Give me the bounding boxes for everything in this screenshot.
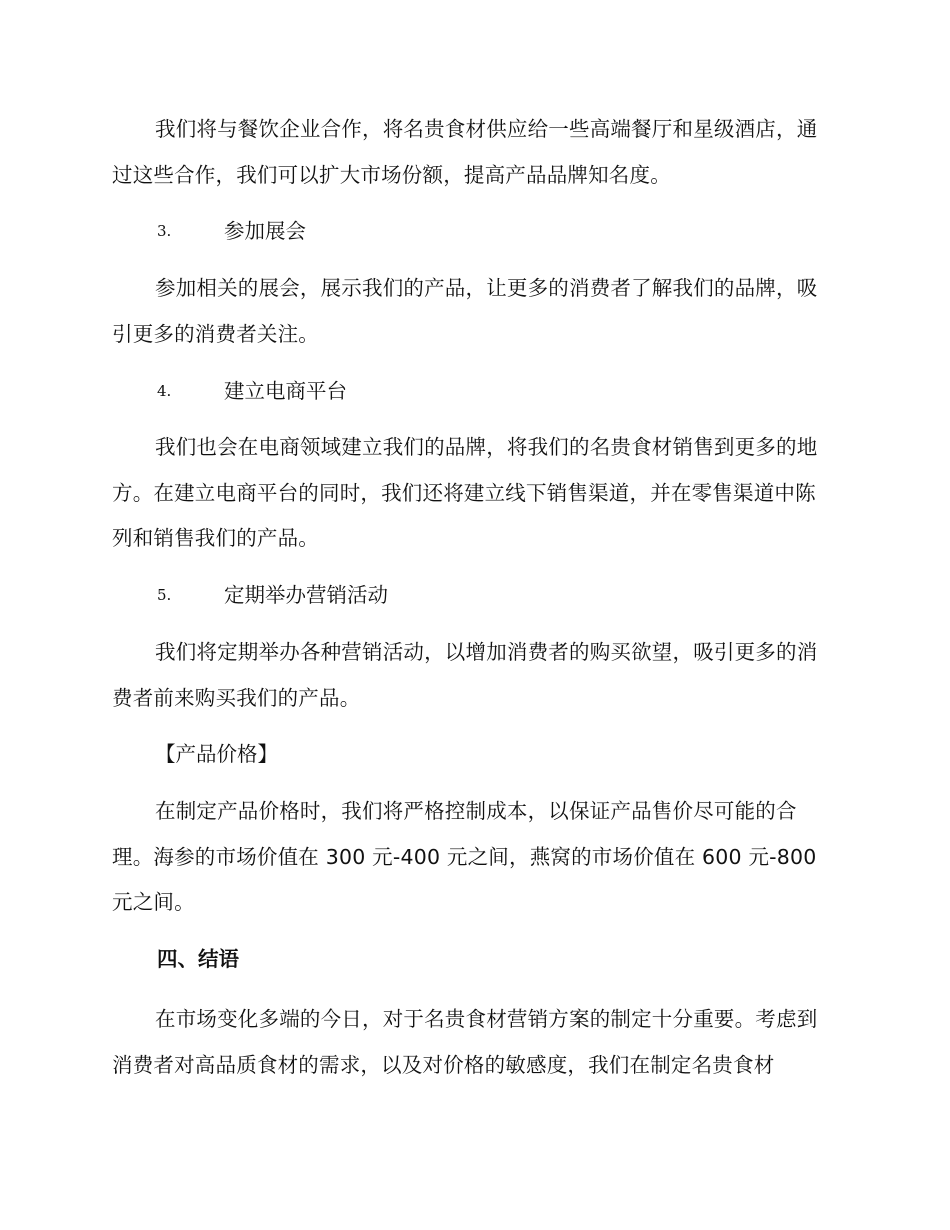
list-item-label: 定期举办营销活动 — [224, 583, 388, 607]
list-item-label: 参加展会 — [224, 219, 306, 243]
paragraph-price: 在制定产品价格时，我们将严格控制成本，以保证产品售价尽可能的合理。海参的市场价值在 300 元-400 元之间，燕窝的市场价值在 600 元-800 元之间。 — [112, 799, 817, 914]
paragraph-conclusion: 在市场变化多端的今日，对于名贵食材营销方案的制定十分重要。考虑到消费者对高品质食材的需求，以及对价格的敏感度，我们在制定名贵食材 — [112, 1007, 818, 1077]
list-item-exhibitions — [157, 211, 757, 251]
paragraph-ecommerce: 我们也会在电商领域建立我们的品牌，将我们的名贵食材销售到更多的地方。在建立电商平台的同时，我们还将建立线下销售渠道，并在零售渠道中陈列和销售我们的产品。 — [112, 435, 818, 550]
paragraph-marketing-events: 我们将定期举办各种营销活动，以增加消费者的购买欲望，吸引更多的消费者前来购买我们的产品。 — [112, 640, 818, 710]
list-item-label: 建立电商平台 — [224, 379, 347, 403]
section-heading-price: 【产品价格】 — [155, 742, 278, 766]
paragraph-catering-cooperation: 我们将与餐饮企业合作，将名贵食材供应给一些高端餐厅和星级酒店，通过这些合作，我们可以扩大市场份额，提高产品品牌知名度。 — [112, 117, 818, 187]
section-heading-conclusion: 四、结语 — [157, 947, 239, 971]
list-item-number: 4. — [157, 382, 172, 400]
list-item-ecommerce — [157, 371, 757, 411]
list-item-number: 3. — [157, 222, 172, 240]
list-item-marketing-events — [157, 575, 757, 615]
paragraph-exhibitions: 参加相关的展会，展示我们的产品，让更多的消费者了解我们的品牌，吸引更多的消费者关注。 — [112, 276, 818, 346]
list-item-number: 5. — [157, 586, 172, 604]
